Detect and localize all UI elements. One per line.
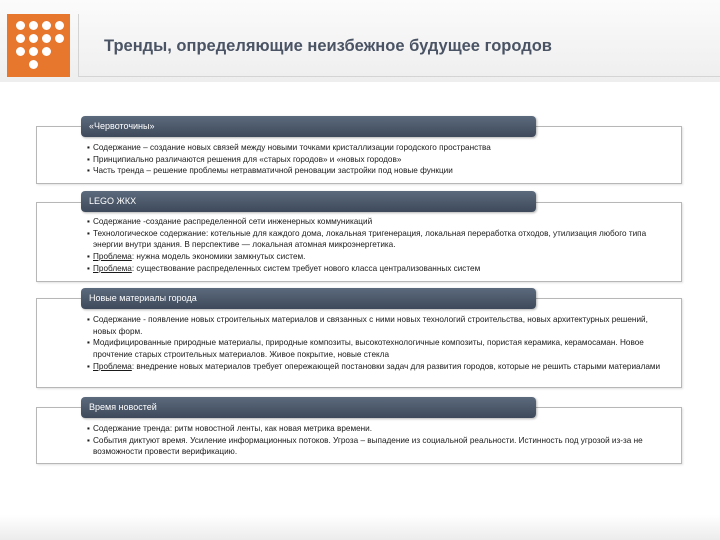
list-item: ▪ Проблема: существование распределенных систем требует нового класса централизованных систем bbox=[87, 263, 667, 275]
list-item: ▪ Содержание тренда: ритм новостной ленты, как новая метрика времени. bbox=[87, 423, 667, 435]
section-title-lego: LEGO ЖКХ bbox=[81, 191, 536, 212]
list-item: ▪ Проблема: нужна модель экономики замкнутых систем. bbox=[87, 251, 667, 263]
list-item: ▪ Содержание - появление новых строительных материалов и связанных с ними новых технологий строительства, новых архитектурных решений, новых форм. bbox=[87, 314, 667, 337]
section-title-wormholes: «Червоточины» bbox=[81, 116, 536, 137]
header-divider-horizontal bbox=[78, 76, 720, 77]
section-title-news: Время новостей bbox=[81, 397, 536, 418]
header-divider-vertical bbox=[78, 14, 79, 76]
list-item: ▪ Модифицированные природные материалы, природные композиты, высокотехнологичные композиты, пористая керамика, керамосаман. Новое прочтение старых строительных материалов. Живое покрытие, новые стекла bbox=[87, 337, 667, 360]
section-bullets-news bbox=[87, 423, 667, 458]
slide-footer bbox=[0, 515, 720, 540]
list-item: ▪ Принципиально различаются решения для «старых городов» и «новых городов» bbox=[87, 154, 667, 166]
section-bullets-lego bbox=[87, 216, 667, 275]
dots-logo-icon bbox=[7, 14, 70, 77]
list-item: ▪ Содержание – создание новых связей между новыми точками кристаллизации городского пространства bbox=[87, 142, 667, 154]
section-bullets-wormholes bbox=[87, 142, 667, 177]
slide-header bbox=[0, 0, 720, 82]
list-item: ▪ Содержание -создание распределенной сети инженерных коммуникаций bbox=[87, 216, 667, 228]
list-item: ▪ Часть тренда – решение проблемы нетравматичной реновации застройки под новые функции bbox=[87, 165, 667, 177]
section-bullets-materials bbox=[87, 314, 667, 373]
list-item: ▪ Технологическое содержание: котельные для каждого дома, локальная тригенерация, локальная переработка отходов, утилизация любого типа энергии внутри здания. В перспективе — локальная атомная микроэнергетика. bbox=[87, 228, 667, 251]
list-item: ▪ События диктуют время. Усиление информационных потоков. Угроза – выпадение из социальной реальности. Истинность под угрозой из-за не возможности провести верификацию. bbox=[87, 435, 667, 458]
section-title-materials: Новые материалы города bbox=[81, 288, 536, 309]
page-title: Тренды, определяющие неизбежное будущее городов bbox=[104, 37, 552, 55]
list-item: ▪ Проблема: внедрение новых материалов требует опережающей постановки задач для развития городов, которые не решить старыми материалами bbox=[87, 361, 667, 373]
